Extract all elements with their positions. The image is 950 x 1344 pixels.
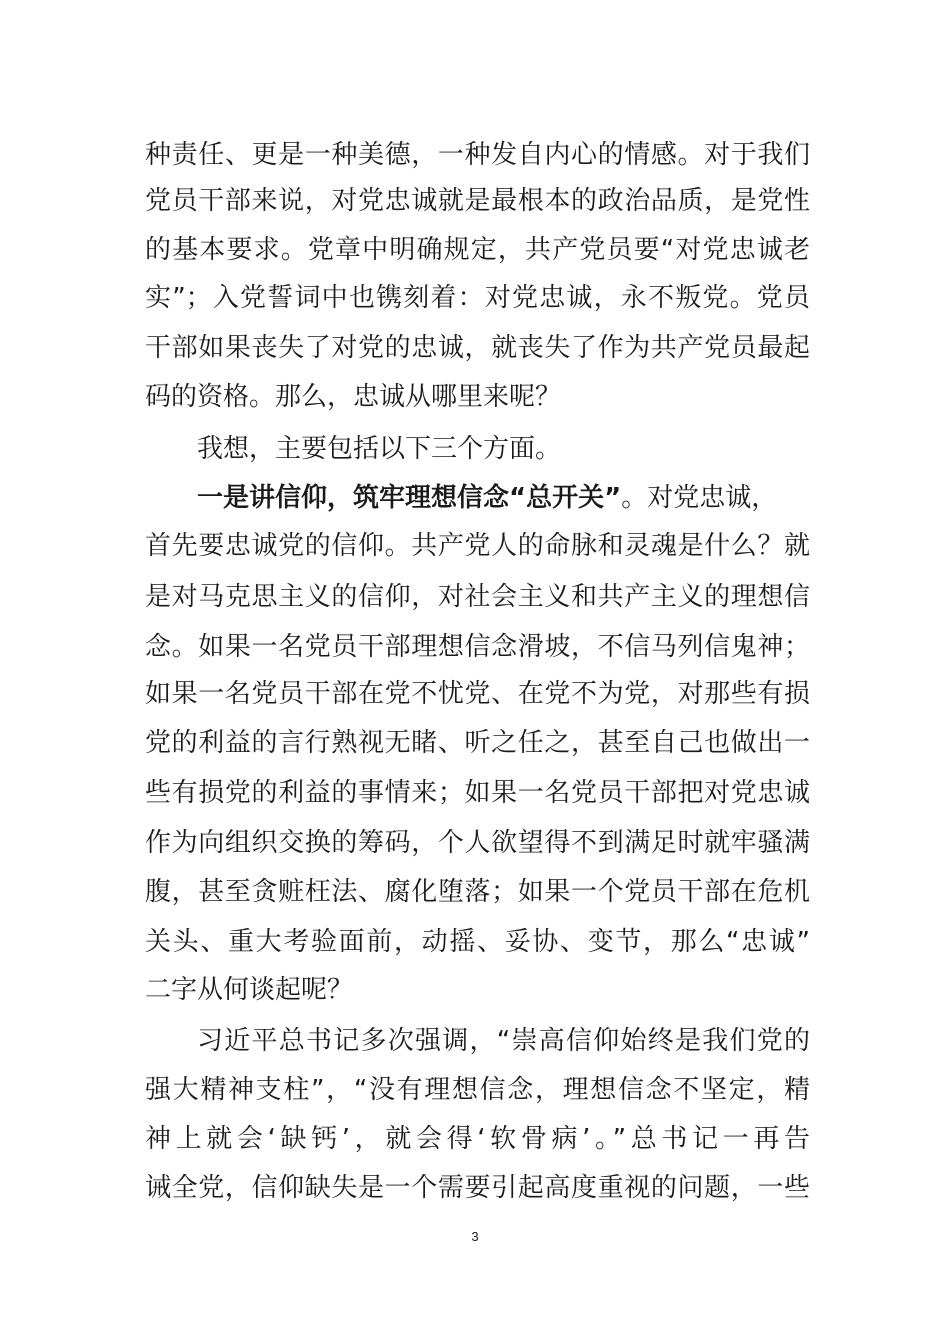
section-heading-continuation: 。对党忠诚， [621,483,778,513]
paragraph-line: 诫全党，信仰缺失是一个需要引起高度重视的问题，一些 [145,1173,810,1203]
paragraph-line: 如果一名党员干部在党不忧党、在党不为党，对那些有损 [145,679,810,709]
paragraph-line: 党的利益的言行熟视无睹、听之任之，甚至自己也做出一 [145,728,810,758]
paragraph-line: 强大精神支柱”，“没有理想信念，理想信念不坚定，精 [145,1075,810,1105]
paragraph-line: 是对马克思主义的信仰，对社会主义和共产主义的理想信 [145,582,810,612]
paragraph-line: 实”；入党誓词中也镌刻着：对党忠诚，永不叛党。党员 [145,283,810,313]
paragraph-line: 作为向组织交换的筹码，个人欲望得不到满足时就牢骚满 [145,828,810,858]
paragraph-line: 些有损党的利益的事情来；如果一名党员干部把对党忠诚 [145,778,810,808]
paragraph-line: 码的资格。那么，忠诚从哪里来呢？ [145,382,562,412]
section-heading: 一是讲信仰，筑牢理想信念“总开关” [197,483,622,513]
paragraph-line: 二字从何谈起呢？ [145,975,354,1005]
paragraph-line: 干部如果丧失了对党的忠诚，就丧失了作为共产党员最起 [145,333,810,363]
paragraph-line: 关头、重大考验面前，动摇、妥协、变节，那么“忠诚” [145,927,810,957]
paragraph-line: 首先要忠诚党的信仰。共产党人的命脉和灵魂是什么？就 [145,531,810,561]
paragraph-line: 念。如果一名党员干部理想信念滑坡，不信马列信鬼神； [145,632,810,662]
paragraph-line: 我想，主要包括以下三个方面。 [197,434,562,464]
section-heading-line [197,480,810,516]
paragraph-line: 习近平总书记多次强调，“崇高信仰始终是我们党的 [197,1026,810,1056]
paragraph-line: 的基本要求。党章中明确规定，共产党员要“对党忠诚老 [145,235,810,265]
paragraph-line: 种责任、更是一种美德，一种发自内心的情感。对于我们 [145,140,810,170]
paragraph-line: 神上就会‘缺钙’，就会得‘软骨病’。”总书记一再告 [145,1124,810,1154]
page-number: 3 [471,1229,479,1244]
paragraph-line: 腹，甚至贪赃枉法、腐化堕落；如果一个党员干部在危机 [145,877,810,907]
paragraph-line: 党员干部来说，对党忠诚就是最根本的政治品质，是党性 [145,186,810,216]
